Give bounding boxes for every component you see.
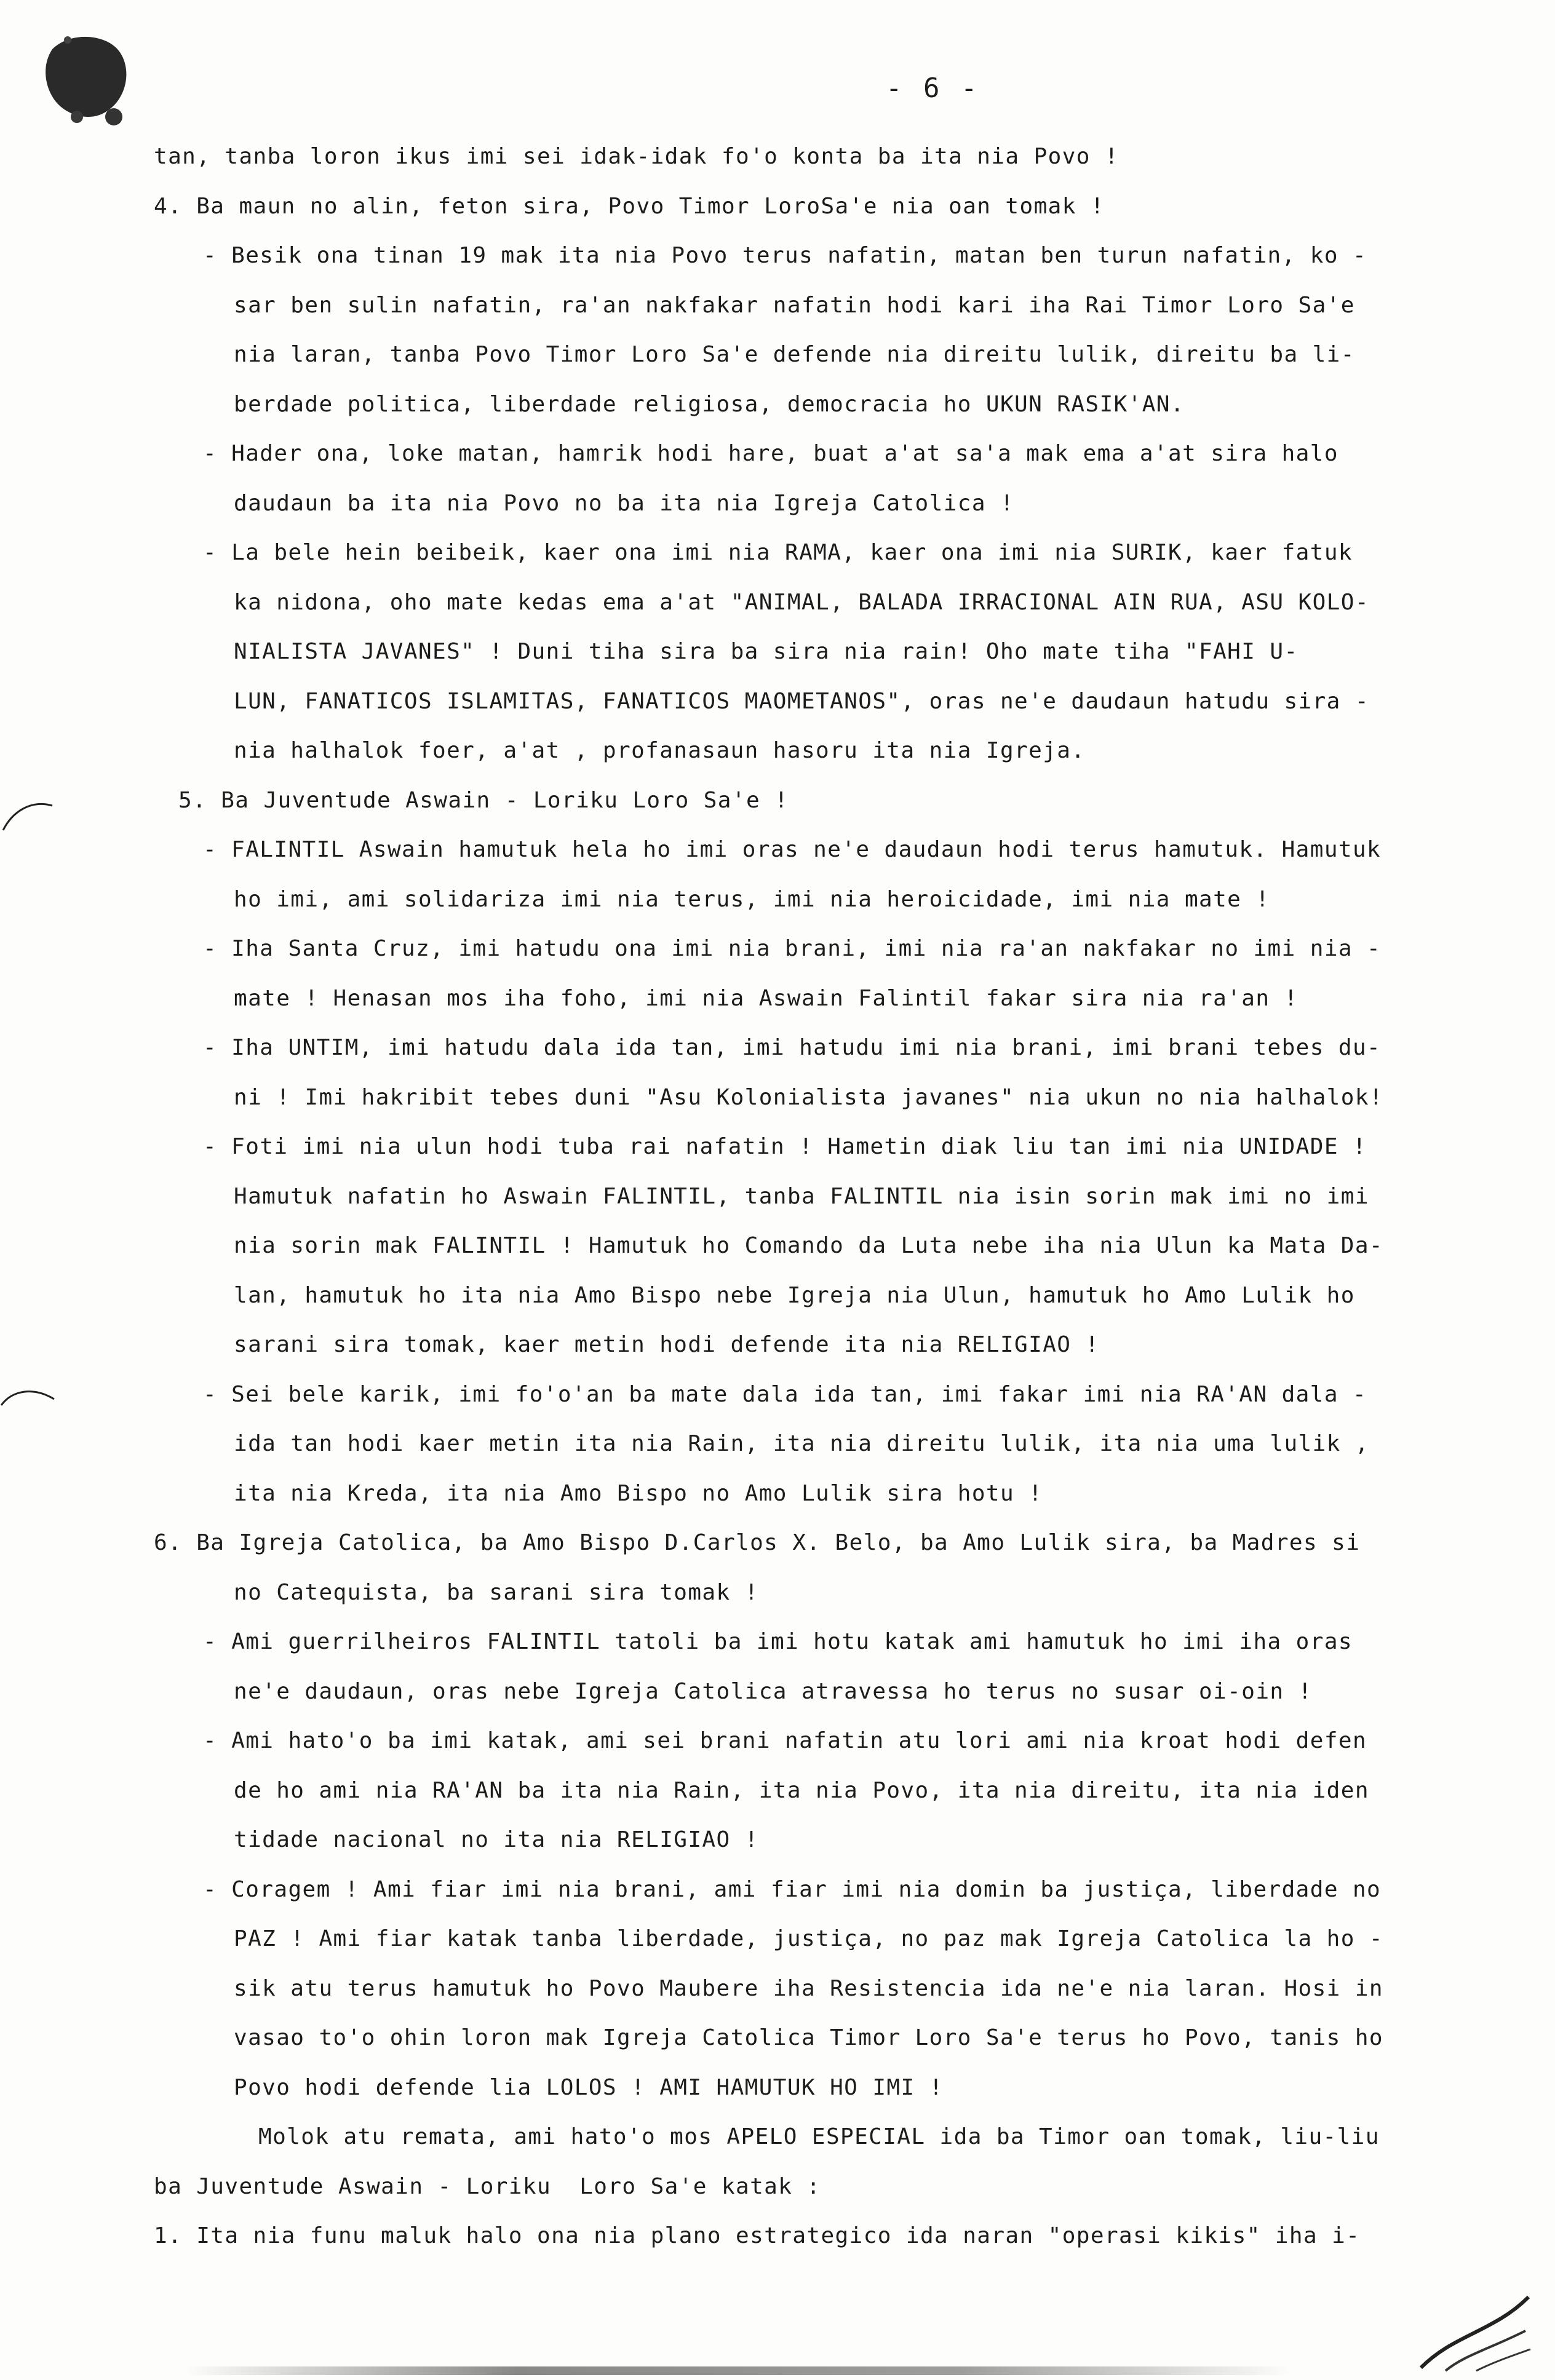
text-line: sik atu terus hamutuk ho Povo Maubere iha Resistencia ida ne'e nia laran. Hosi in (234, 1975, 1383, 2001)
punch-hole-mark (0, 1378, 55, 1433)
scan-edge-strip (185, 2366, 1292, 2375)
text-line: tidade nacional no ita nia RELIGIAO ! (234, 1827, 759, 1852)
text-line: NIALISTA JAVANES" ! Duni tiha sira ba sira nia rain! Oho mate tiha "FAHI U- (234, 639, 1298, 664)
text-line: no Catequista, ba sarani sira tomak ! (234, 1579, 759, 1605)
text-line: - Foti imi nia ulun hodi tuba rai nafatin ! Hametin diak liu tan imi nia UNIDADE ! (203, 1134, 1367, 1159)
text-line: nia laran, tanba Povo Timor Loro Sa'e defende nia direitu lulik, direitu ba li- (234, 342, 1355, 367)
text-line: nia halhalok foer, a'at , profanasaun hasoru ita nia Igreja. (234, 738, 1086, 763)
text-line: - Sei bele karik, imi fo'o'an ba mate dala ida tan, imi fakar imi nia RA'AN dala - (203, 1381, 1367, 1407)
text-line: sar ben sulin nafatin, ra'an nakfakar nafatin hodi kari iha Rai Timor Loro Sa'e (234, 292, 1355, 318)
document-body (154, 132, 1495, 2261)
punch-hole-mark (0, 793, 55, 849)
page-number: - 6 - (886, 73, 980, 104)
text-line: de ho ami nia RA'AN ba ita nia Rain, ita nia Povo, ita nia direitu, ita nia iden (234, 1777, 1369, 1803)
text-line: Molok atu remata, ami hato'o mos APELO ESPECIAL ida ba Timor oan tomak, liu-liu (258, 2124, 1380, 2149)
text-line: ida tan hodi kaer metin ita nia Rain, ita nia direitu lulik, ita nia uma lulik , (234, 1431, 1369, 1456)
text-line: daudaun ba ita nia Povo no ba ita nia Igreja Catolica ! (234, 490, 1015, 516)
text-line: ba Juventude Aswain - Loriku Loro Sa'e katak : (154, 2173, 821, 2199)
text-line: mate ! Henasan mos iha foho, imi nia Aswain Falintil fakar sira nia ra'an ! (234, 985, 1298, 1011)
text-line: - Hader ona, loke matan, hamrik hodi hare, buat a'at sa'a mak ema a'at sira halo (203, 441, 1338, 466)
text-line: Povo hodi defende lia LOLOS ! AMI HAMUTUK HO IMI ! (234, 2074, 944, 2100)
text-line: ne'e daudaun, oras nebe Igreja Catolica atravessa ho terus no susar oi-oin ! (234, 1678, 1313, 1704)
text-line: - Iha Santa Cruz, imi hatudu ona imi nia brani, imi nia ra'an nakfakar no imi nia - (203, 936, 1382, 961)
text-line: nia sorin mak FALINTIL ! Hamutuk ho Comando da Luta nebe iha nia Ulun ka Mata Da- (234, 1233, 1383, 1258)
text-line: vasao to'o ohin loron mak Igreja Catolica Timor Loro Sa'e terus ho Povo, tanis ho (234, 2025, 1383, 2050)
text-line: - FALINTIL Aswain hamutuk hela ho imi oras ne'e daudaun hodi terus hamutuk. Hamutuk (203, 837, 1382, 862)
text-line: ho imi, ami solidariza imi nia terus, imi nia heroicidade, imi nia mate ! (234, 886, 1270, 912)
text-line: Hamutuk nafatin ho Aswain FALINTIL, tanba FALINTIL nia isin sorin mak imi no imi (234, 1183, 1369, 1209)
text-line: berdade politica, liberdade religiosa, democracia ho UKUN RASIK'AN. (234, 391, 1185, 417)
corner-scribble-mark (1409, 2294, 1532, 2374)
text-line: - Coragem ! Ami fiar imi nia brani, ami fiar imi nia domin ba justiça, liberdade no (203, 1876, 1382, 1902)
text-line: tan, tanba loron ikus imi sei idak-idak fo'o konta ba ita nia Povo ! (154, 144, 1120, 169)
text-line: 5. Ba Juventude Aswain - Loriku Loro Sa'e ! (178, 787, 789, 813)
text-line: - Iha UNTIM, imi hatudu dala ida tan, imi hatudu imi nia brani, imi brani tebes du- (203, 1035, 1382, 1060)
text-line: - Ami guerrilheiros FALINTIL tatoli ba imi hotu katak ami hamutuk ho imi iha oras (203, 1629, 1353, 1654)
text-line: ita nia Kreda, ita nia Amo Bispo no Amo Lulik sira hotu ! (234, 1480, 1043, 1506)
text-line: - Ami hato'o ba imi katak, ami sei brani nafatin atu lori ami nia kroat hodi defen (203, 1728, 1367, 1753)
text-line: 4. Ba maun no alin, feton sira, Povo Timor LoroSa'e nia oan tomak ! (154, 193, 1105, 219)
text-line: - La bele hein beibeik, kaer ona imi nia RAMA, kaer ona imi nia SURIK, kaer fatuk (203, 540, 1353, 565)
text-line: ni ! Imi hakribit tebes duni "Asu Kolonialista javanes" nia ukun no nia halhalok! (234, 1084, 1383, 1110)
text-line: sarani sira tomak, kaer metin hodi defende ita nia RELIGIAO ! (234, 1332, 1100, 1357)
ink-smudge-mark (34, 25, 138, 129)
text-line: 1. Ita nia funu maluk halo ona nia plano estrategico ida naran "operasi kikis" iha i- (154, 2223, 1361, 2248)
text-line: - Besik ona tinan 19 mak ita nia Povo terus nafatin, matan ben turun nafatin, ko - (203, 243, 1367, 268)
text-line: LUN, FANATICOS ISLAMITAS, FANATICOS MAOMETANOS", oras ne'e daudaun hatudu sira - (234, 688, 1369, 714)
text-line: ka nidona, oho mate kedas ema a'at "ANIMAL, BALADA IRRACIONAL AIN RUA, ASU KOLO- (234, 589, 1369, 615)
text-line: PAZ ! Ami fiar katak tanba liberdade, justiça, no paz mak Igreja Catolica la ho - (234, 1926, 1383, 1951)
text-line: lan, hamutuk ho ita nia Amo Bispo nebe Igreja nia Ulun, hamutuk ho Amo Lulik ho (234, 1282, 1355, 1308)
text-line: 6. Ba Igreja Catolica, ba Amo Bispo D.Carlos X. Belo, ba Amo Lulik sira, ba Madres si (154, 1530, 1361, 1555)
